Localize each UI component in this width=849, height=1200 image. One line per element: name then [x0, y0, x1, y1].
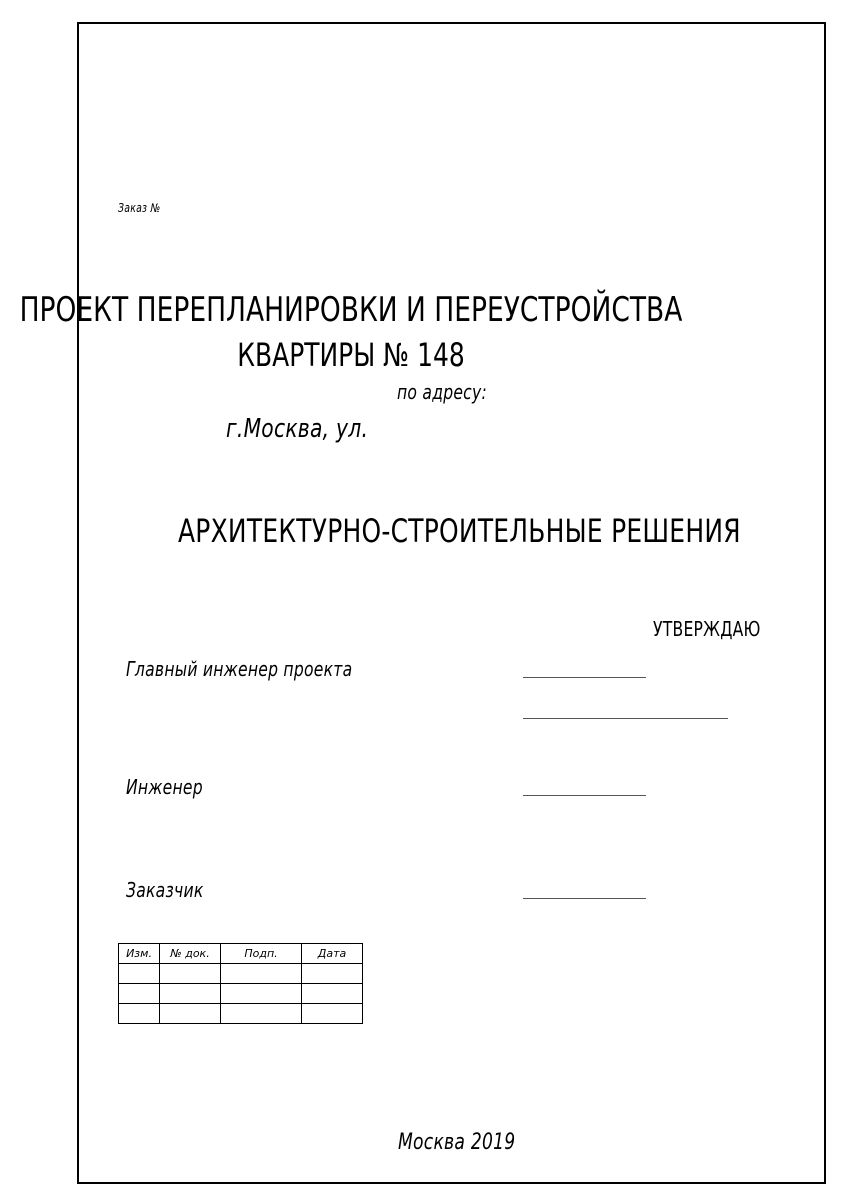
engineer-signature-line	[523, 795, 646, 796]
customer-label: Заказчик	[126, 878, 204, 902]
footer-city-year: Москва 2019	[398, 1130, 516, 1155]
table-row	[119, 984, 363, 1004]
header-change: Изм.	[119, 944, 160, 964]
approval-label: УТВЕРЖДАЮ	[653, 617, 761, 641]
revision-table-header	[119, 944, 363, 964]
address-label: по адресу:	[397, 380, 487, 404]
header-date: Дата	[302, 944, 363, 964]
revision-table	[118, 943, 363, 1024]
title-line-2: КВАРТИРЫ № 148	[237, 336, 465, 374]
table-row	[119, 964, 363, 984]
engineer-label: Инженер	[126, 775, 203, 799]
header-doc-number: № док.	[160, 944, 221, 964]
section-title: АРХИТЕКТУРНО-СТРОИТЕЛЬНЫЕ РЕШЕНИЯ	[178, 512, 741, 550]
customer-signature-line	[523, 898, 646, 899]
header-signature: Подп.	[221, 944, 302, 964]
title-line-1: ПРОЕКТ ПЕРЕПЛАНИРОВКИ И ПЕРЕУСТРОЙСТВА	[19, 290, 683, 330]
chief-engineer-signature-line	[523, 677, 646, 678]
order-number-label: Заказ №	[118, 201, 161, 215]
address-value: г.Москва, ул.	[226, 414, 369, 444]
table-row	[119, 1004, 363, 1024]
approval-signature-line	[523, 718, 728, 719]
chief-engineer-label: Главный инженер проекта	[126, 657, 353, 681]
